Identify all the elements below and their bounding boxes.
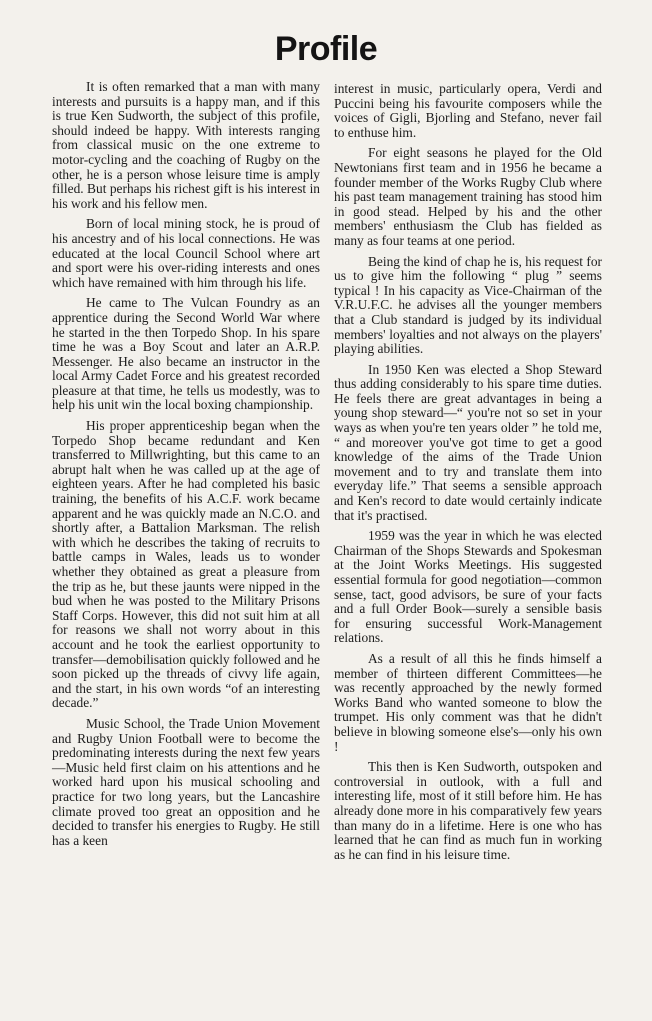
paragraph: It is often remarked that a man with many interests and pursuits is a happy man, and if this is true Ken Sudworth, the subject of this profile, should indeed be happy. With interests ranging from classical music on the one extreme to motor-cycling and the coaching of Rugby on the other, he is a person whose leisure time is amply filled. But perhaps his richest gift is his interest in his work and his fellow men.	[52, 79, 320, 211]
paragraph: For eight seasons he played for the Old Newtonians first team and in 1956 he became a founder member of the Works Rugby Club where his past team management training has stood him in good stead. Helped by his and the other members' enthusiasm the Club has fielded as many as four teams at one period.	[334, 145, 602, 248]
paragraph: His proper apprenticeship began when the Torpedo Shop became redundant and Ken transferred to Millwrighting, but this came to an abrupt halt when he was called up at the age of eighteen years. After he had completed his basic training, the benefits of his A.C.F. work became apparent and he was quickly made an N.C.O. and shortly after, a Battalion Marksman. The relish with which he describes the taking of recruits to battle camps in Wales, leads us to wonder whether they obtained as great a pleasure from the trip as he, but these jaunts were nipped in the bud when he was posted to the Military Prisons Staff Corps. However, this did not suit him at all for reasons we shall not worry about in this account and he took the earliest opportunity to transfer—demobilisation quickly followed and he soon picked up the threads of civvy life again, and the start, in his own words “of an interesting decade.”	[52, 418, 320, 711]
paragraph: Born of local mining stock, he is proud of his ancestry and of his local connections. He was educated at the local Council School where art and sport were his over-riding interests and ones which have remained with him through his life.	[52, 216, 320, 290]
paragraph: He came to The Vulcan Foundry as an apprentice during the Second World War where he started in the then Torpedo Shop. In his spare time he was a Boy Scout and later an A.R.P. Messenger. He also became an instructor in the local Army Cadet Force and his greatest recorded pleasure at that time, he tells us modestly, was to help his unit win the local boxing championship.	[52, 295, 320, 413]
left-column	[52, 80, 320, 854]
paragraph-continued: interest in music, particularly opera, Verdi and Puccini being his favourite composers while the voices of Gigli, Bjorling and Stefano, never fail to enthuse him.	[334, 81, 602, 140]
paragraph: Being the kind of chap he is, his request for us to give him the following “ plug ” seems typical ! In his capacity as Vice-Chairman of the V.R.U.F.C. he advises all the younger members that a Club standard is judged by its individual members' loyalties and not always on the players' playing abilities.	[334, 253, 602, 357]
right-column	[334, 82, 602, 868]
paragraph: Music School, the Trade Union Movement and Rugby Union Football were to become the predominating interests during the next few years—Music held first claim on his attentions and he worked hard upon his musical schooling and practice for two long years, but the Lancashire climate proved too great an opposition and he decided to transfer his energies to Rugby. He still has a keen	[52, 715, 320, 848]
paragraph: In 1950 Ken was elected a Shop Steward thus adding considerably to his spare time duties. He feels there are great advantages in being a young shop steward—“ you're not so set in your ways as when you're ten years older ” he told me, “ and moreover you've got time to get a good knowledge of the aims of the Trade Union movement and to try and translate them into everyday life.” That seems a sensible approach and Ken's record to date would certainly indicate that it's practised.	[334, 361, 602, 523]
paragraph: 1959 was the year in which he was elected Chairman of the Shops Stewards and Spokesman at the Joint Works Meetings. His suggested essential formula for good negotiation—common sense, tact, good advisors, be sure of your facts and a full Order Book—surely a sensible basis for ensuring successful Work-Management relations.	[334, 528, 602, 646]
page-title: Profile	[274, 30, 378, 68]
paragraph: As a result of all this he finds himself a member of thirteen different Committees—he was recently approached by the newly formed Works Band who wanted someone to blow the trumpet. His only comment was that he didn't believe in blowing someone else's—only his own !	[334, 650, 602, 754]
paragraph: This then is Ken Sudworth, outspoken and controversial in outlook, with a full and interesting life, most of it still before him. He has already done more in his comparatively few years than many do in a lifetime. Here is one who has learned that he can find as much fun in working as he can find in his leisure time.	[334, 759, 602, 862]
